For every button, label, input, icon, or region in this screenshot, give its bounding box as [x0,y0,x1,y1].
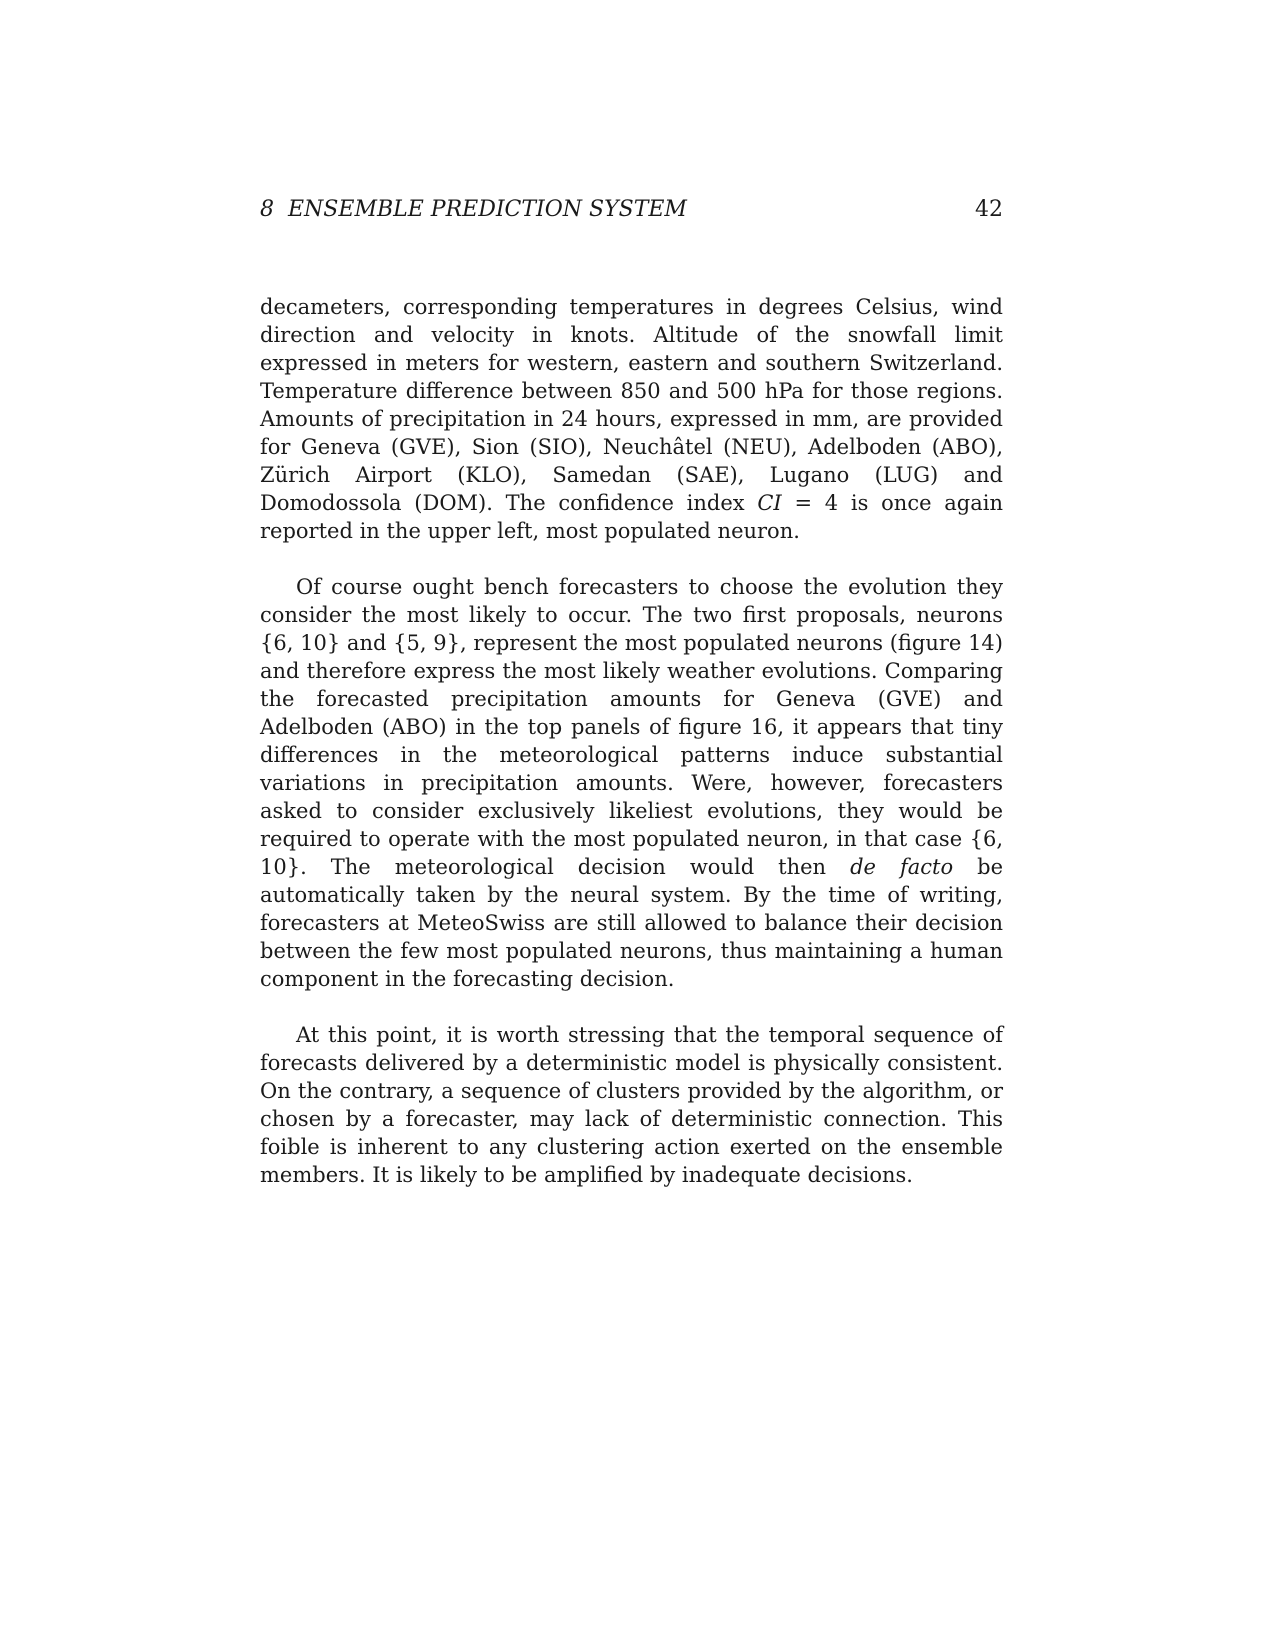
paragraph-2-text-after: be automatically taken by the neural system. By the time of writing, forecasters at MeteoSwiss are still allowed to balance their decision between the few most populated neurons, thus maintaining a human component in the forecasting decision. [260,855,1004,991]
paragraph-3: At this point, it is worth stressing that the temporal sequence of forecasts delivered by a deterministic model is physically consistent. On the contrary, a sequence of clusters provided by the algorithm, or chosen by a forecaster, may lack of deterministic connection. This foible is inherent to any clustering action exerted on the ensemble members. It is likely to be amplified by inadequate decisions. [260,1023,1003,1187]
paragraph-2-emphasis: de facto [850,855,954,879]
paragraph-1-text-after: = 4 is once again reported in the upper left, most populated neuron. [260,491,1003,543]
body-text [260,293,1003,1217]
page-number: 42 [975,197,1003,222]
section-title: ENSEMBLE PREDICTION SYSTEM [288,197,687,222]
paragraph-1 [260,293,1003,545]
confidence-index-symbol: CI [757,491,782,515]
section-number: 8 [260,197,274,222]
running-header [260,194,1003,226]
paragraph-2 [260,573,1003,993]
paragraph-2-text-before: Of course ought bench forecasters to choose the evolution they consider the most likely to occur. The two first proposals, neurons {6, 10} and {5, 9}, represent the most populated neurons (figure 14) and therefore express the most likely weather evolutions. Comparing the forecasted precipitation amounts for Geneva (GVE) and Adelboden (ABO) in the top panels of figure 16, it appears that tiny differences in the meteorological patterns induce substantial variations in precipitation amounts. Were, however, forecasters asked to consider exclusively likeliest evolutions, they would be required to operate with the most populated neuron, in that case {6, 10}. The meteorological decision would then [260,575,1003,879]
paragraph-1-text-before: decameters, corresponding temperatures in degrees Celsius, wind direction and velocity in knots. Altitude of the snowfall limit expressed in meters for western, eastern and southern Switzerland. Temperature difference between 850 and 500 hPa for those regions. Amounts of precipitation in 24 hours, expressed in mm, are provided for Geneva (GVE), Sion (SIO), Neuchâtel (NEU), Adelboden (ABO), Zürich Airport (KLO), Samedan (SAE), Lugano (LUG) and Domodossola (DOM). The confidence index [260,295,1003,515]
